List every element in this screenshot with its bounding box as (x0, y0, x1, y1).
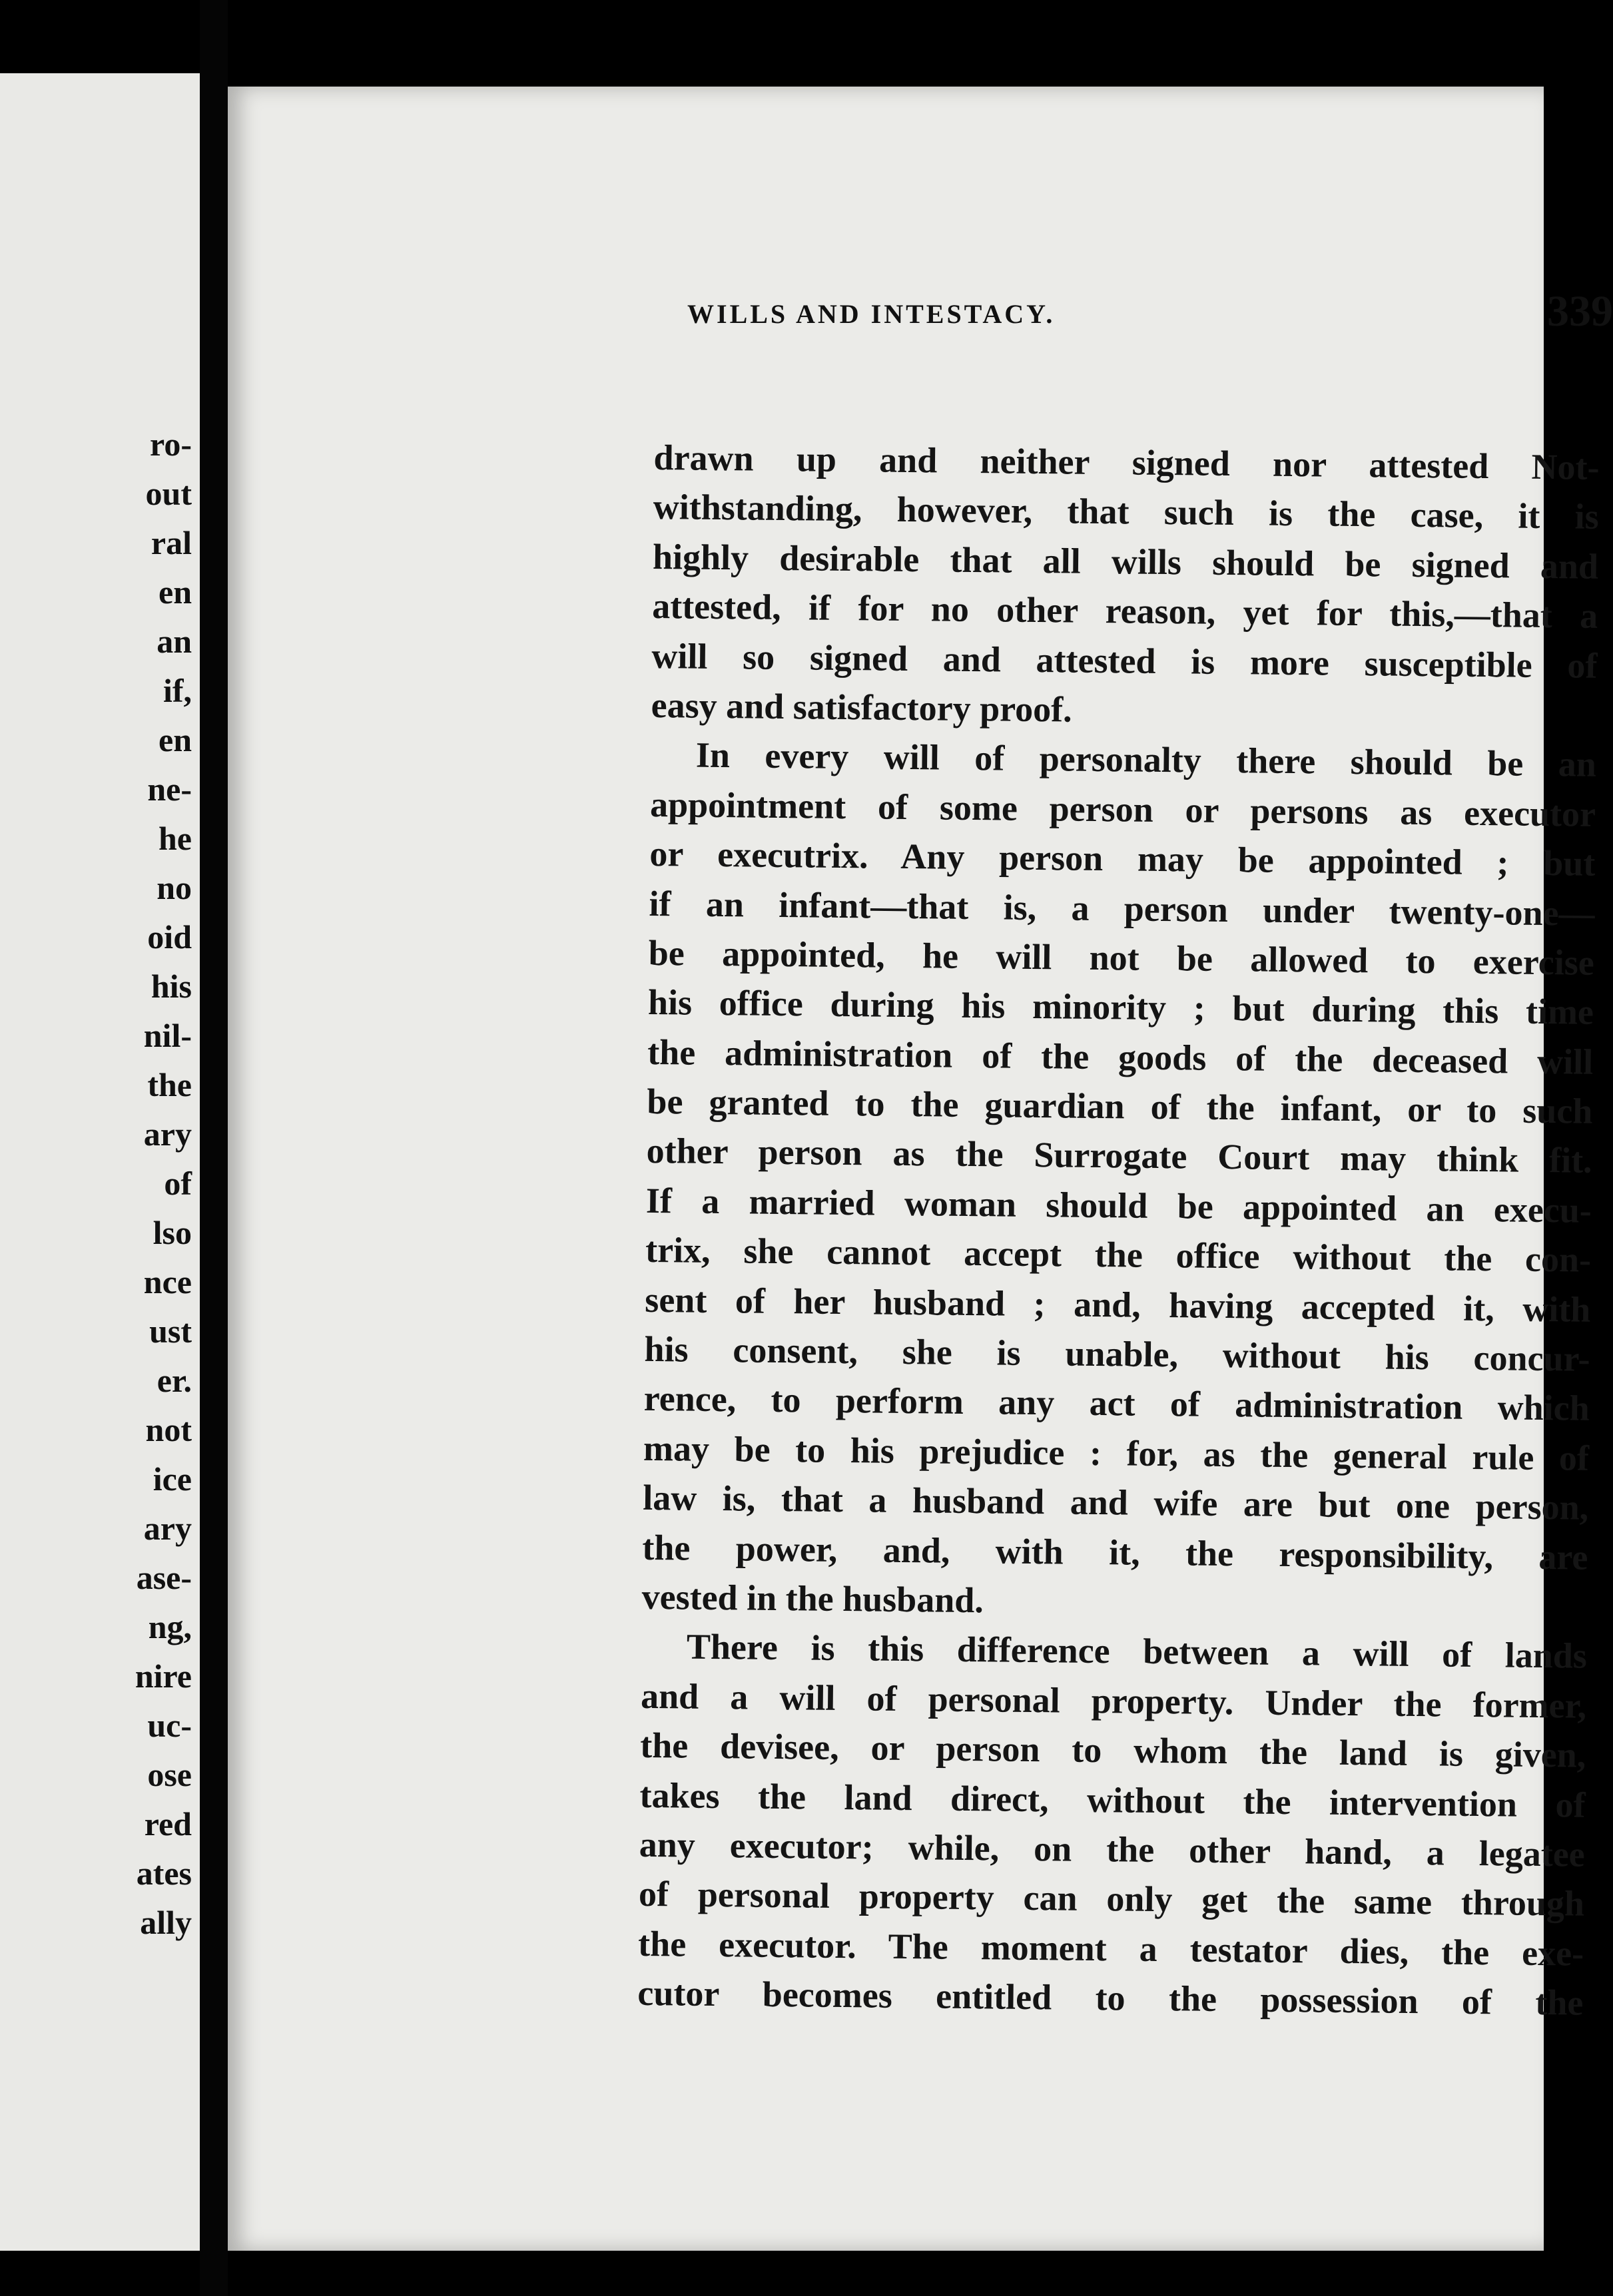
facing-line: nire (135, 1657, 192, 1695)
text-line: the devisee, or person to whom the land is given, (640, 1725, 1586, 1775)
text-line: rence, to perform any act of administration which (643, 1378, 1590, 1429)
facing-line: the (147, 1066, 192, 1103)
facing-line: uc- (147, 1707, 192, 1744)
text-line: drawn up and neither signed nor attested Not- (653, 437, 1600, 487)
text-line: be granted to the guardian of the infant, or to such (647, 1081, 1593, 1131)
text-line: and a will of personal property. Under the former, (640, 1675, 1587, 1726)
body-text (637, 433, 1600, 2028)
text-line: highly desirable that all wills should be signed and (652, 536, 1599, 587)
page-number: 339 (1547, 287, 1613, 336)
facing-line: not (145, 1411, 192, 1448)
facing-line: if, (162, 672, 192, 709)
facing-line: ally (140, 1904, 192, 1941)
facing-line: an (157, 623, 192, 660)
facing-line: oid (147, 918, 192, 956)
facing-line: lso (153, 1214, 192, 1251)
facing-line: ice (153, 1460, 192, 1498)
text-line: any executor; while, on the other hand, a legatee (639, 1824, 1586, 1874)
text-line: his office during his minority ; but during this time (647, 982, 1594, 1033)
facing-line: nce (143, 1263, 192, 1300)
facing-line: ary (143, 1510, 192, 1547)
facing-page-line-ends (135, 420, 192, 1947)
text-line: In every will of personalty there should be an (695, 735, 1597, 785)
book-gutter (200, 0, 228, 2296)
text-line: may be to his prejudice : for, as the general rule of (643, 1428, 1590, 1478)
text-line: easy and satisfactory proof. (651, 685, 1072, 730)
facing-line: ase- (136, 1559, 192, 1596)
facing-line: ust (149, 1312, 192, 1350)
text-line: law is, that a husband and wife are but one person, (642, 1478, 1589, 1528)
facing-line: he (159, 820, 192, 857)
running-head (687, 286, 1613, 346)
text-line: will so signed and attested is more susceptible of (651, 635, 1598, 686)
book-page (228, 87, 1613, 2251)
facing-line: ne- (147, 770, 192, 808)
facing-line: out (145, 475, 192, 512)
facing-line: ates (136, 1855, 192, 1892)
facing-line: ro- (150, 426, 192, 463)
text-line: if an infant—that is, a person under twenty-one— (649, 883, 1595, 934)
text-line: takes the land direct, without the intervention of (639, 1775, 1586, 1825)
text-line: of personal property can only get the same through (638, 1874, 1585, 1924)
facing-line: his (151, 968, 192, 1005)
text-line: cutor becomes entitled to the possession of the (637, 1972, 1584, 2023)
facing-line: ary (143, 1115, 192, 1153)
facing-line: ng, (148, 1608, 192, 1645)
text-line: his consent, she is unable, without his concur- (644, 1328, 1590, 1379)
facing-line: of (164, 1165, 192, 1202)
text-line: the power, and, with it, the responsibility, are (642, 1527, 1588, 1578)
facing-line: en (159, 573, 192, 611)
text-line: the administration of the goods of the deceased will (647, 1031, 1594, 1082)
facing-line: red (144, 1805, 192, 1843)
facing-line: no (157, 869, 192, 906)
text-line: vested in the husband. (641, 1576, 984, 1621)
text-line: other person as the Surrogate Court may think fit. (646, 1131, 1592, 1181)
text-line: trix, she cannot accept the office without the con- (645, 1230, 1592, 1281)
facing-page-fragment (0, 73, 200, 2251)
text-line: There is this difference between a will of lands (686, 1626, 1588, 1677)
text-line: appointment of some person or persons as executor (649, 784, 1596, 834)
facing-line: nil- (143, 1017, 192, 1054)
facing-line: ral (151, 524, 192, 561)
text-line: If a married woman should be appointed an execu- (645, 1180, 1592, 1231)
facing-line: ose (147, 1756, 192, 1793)
text-line: attested, if for no other reason, yet for this,—that a (651, 586, 1598, 637)
text-line: be appointed, he will not be allowed to exercise (648, 932, 1595, 983)
text-line: withstanding, however, that such is the case, it is (653, 487, 1600, 537)
text-line: the executor. The moment a testator dies, the exe- (637, 1923, 1584, 1974)
facing-line: er. (157, 1362, 192, 1399)
running-head-title: WILLS AND INTESTACY. (687, 299, 1056, 329)
text-line: sent of her husband ; and, having accepted it, with (645, 1279, 1591, 1330)
text-line: or executrix. Any person may be appointed ; but (649, 834, 1596, 884)
facing-line: en (159, 721, 192, 758)
